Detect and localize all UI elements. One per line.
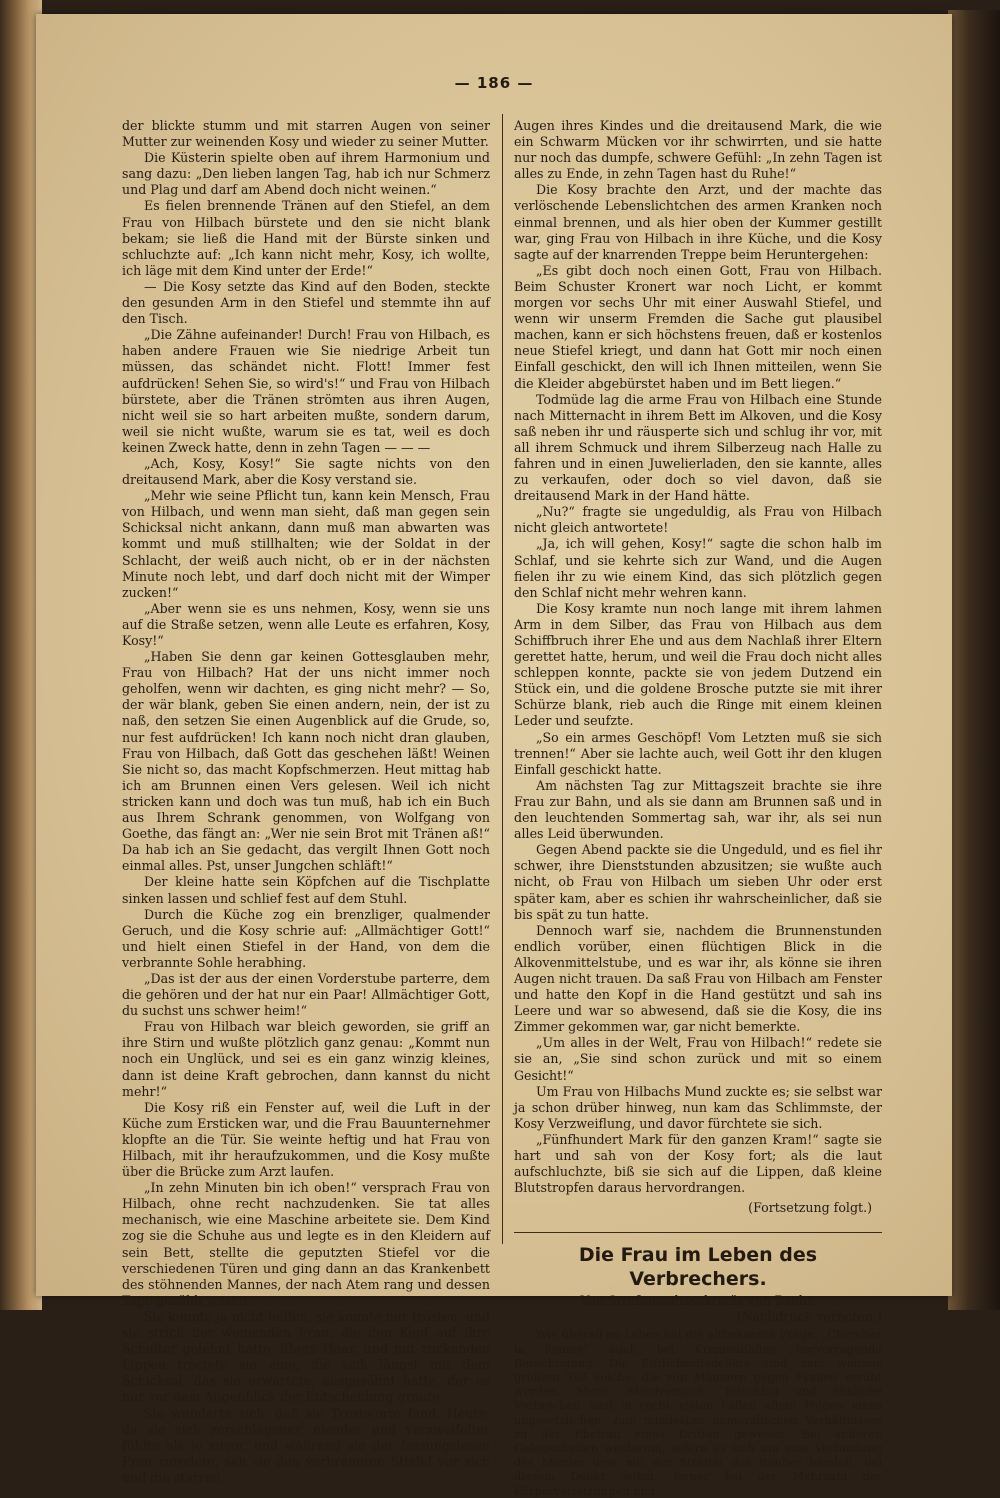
- paragraph: Die Kosy brachte den Arzt, und der machte das verlöschende Lebenslichtchen des armen Kranken noch einmal brennen, und als hier oben der Kummer gestillt war, ging Frau von Hilbach in ihre Küche, und die Kosy sagte auf der knarrenden Treppe beim Heruntergehen:: [514, 182, 882, 262]
- paragraph: „Fünfhundert Mark für den ganzen Kram!“ sagte sie hart und sah von der Kosy fort; als die laut aufschluchzte, biß sie sich auf die Lippen, daß kleine Blutstropfen daraus hervordrangen.: [514, 1131, 882, 1196]
- paragraph: „Haben Sie denn gar keinen Gottesglauben mehr, Frau von Hilbach? Hat der uns nicht immer noch geholfen, wenn wir dachten, es ging nicht mehr? — So, der wär blank, geben Sie einen andern, nein, der ist zu naß, den setzen Sie einen Augenblick auf die Grude, so, nur fest aufdrücken! Ich kann noch nicht dran glauben, Frau von Hilbach, daß Gott das geschehen läßt! Weinen Sie nicht so, das macht Kopfschmerzen. Heut mittag hab ich am Brunnen einen Vers gelesen. Weil ich nicht stricken kann und doch was tun muß, hab ich ein Buch aus Ihrem Schrank genommen, von Wolfgang von Goethe, das fängt an: „Wer nie sein Brot mit Tränen aß!“ Da hab ich an Sie gedacht, das vergilt Ihnen Gott noch einmal alles. Pst, unser Jungchen schläft!“: [122, 649, 490, 874]
- column-divider: [502, 114, 503, 1244]
- paragraph: „Es gibt doch noch einen Gott, Frau von Hilbach. Beim Schuster Kronert war noch Licht, er kommt morgen vor sechs Uhr mit einer Auswahl Stiefel, und wenn wir unserm Fremden die Sache gut plausibel machen, kann er sich höchstens freuen, daß er kostenlos neue Stiefel kriegt, und dann hat Gott mir noch einen Einfall geschickt, den will ich Ihnen mitteilen, wenn Sie die Kleider abgebürstet haben und im Bett liegen.“: [514, 262, 882, 391]
- paragraph: Sie konnte ja nicht helfen, sie konnte nur trösten, und sie strich der weinenden Frau, die den Kopf auf ihre Schulter gelehnt hatte, übers Haar, und mit zuckenden Lippen tröstete sie eine, die sich längst mit dem Schicksal, das sie erwartete, ausgesöhnt hatte, der es nur vor dem Augenblick der Entscheidung graute.: [122, 1308, 490, 1405]
- paragraph: Frau von Hilbach war bleich geworden, sie griff an ihre Stirn und wußte plötzlich ganz genau: „Kommt nun noch ein Unglück, und sei es ein ganz winzig kleines, dann ist deine Kraft gebrochen, dann kannst du nicht mehr!“: [122, 1019, 490, 1099]
- article-body: [514, 1327, 882, 1497]
- newspaper-page: [36, 14, 952, 1498]
- paragraph: Augen ihres Kindes und die dreitausend Mark, die wie ein Schwarm Mücken vor ihr schwirrten, und sie hatte nur noch das dumpfe, schwere Gefühl: „In zehn Tagen ist alles zu Ende, in zehn Tagen hast du Ruhe!“: [514, 118, 882, 182]
- paragraph: Dennoch warf sie, nachdem die Brunnenstunden endlich vorüber, einen flüchtigen Blick in die Alkovenmittelstube, und es war ihr, als könne sie ihren Augen nicht trauen. Da saß Frau von Hilbach am Fenster und hatte den Kopf in die Hand gestützt und sah ins Leere und war so abwesend, daß sie die Kosy, die ins Zimmer gekommen war, gar nicht bemerkte.: [514, 922, 882, 1035]
- right-column: [514, 118, 882, 1498]
- paragraph: „Ach, Kosy, Kosy!“ Sie sagte nichts von den dreitausend Mark, aber die Kosy verstand sie.: [122, 455, 490, 488]
- paragraph: Die Küsterin spielte oben auf ihrem Harmonium und sang dazu: „Den lieben langen Tag, hab ich nur Schmerz und Plag und darf am Abend doch nicht weinen.“: [122, 150, 490, 198]
- continuation-note: (Fortsetzung folgt.): [748, 1200, 872, 1216]
- paragraph: Um Frau von Hilbachs Mund zuckte es; sie selbst war ja schon drüber hinweg, nun kam das Schlimmste, der Kosy Verzweiflung, und davor fürchtete sie sich.: [514, 1083, 882, 1131]
- paragraph: Gegen Abend packte sie die Ungeduld, und es fiel ihr schwer, ihre Dienststunden abzusitzen; sie wußte auch nicht, ob Frau von Hilbach um sieben Uhr oder erst später kam, aber es schien ihr wahrscheinlicher, daß sie bis spät zu tun hatte.: [514, 842, 882, 922]
- paragraph: „Nu?“ fragte sie ungeduldig, als Frau von Hilbach nicht gleich antwortete!: [514, 504, 882, 536]
- paragraph: — Die Kosy setzte das Kind auf den Boden, steckte den gesunden Arm in den Stiefel und stemmte ihn auf den Tisch.: [122, 278, 490, 327]
- paragraph: Todmüde lag die arme Frau von Hilbach eine Stunde nach Mitternacht in ihrem Bett im Alkoven, und die Kosy saß neben ihr und räusperte sich und schlug ihr vor, mit all ihrem Schmuck und ihrem Silberzeug nach Halle zu fahren und in einen Juwelierladen, den sie kannte, alles zu verkaufen, oder doch so viel davon, daß sie dreitausend Mark in der Hand hätte.: [514, 391, 882, 504]
- paragraph: „Mehr wie seine Pflicht tun, kann kein Mensch, Frau von Hilbach, und wenn man sieht, daß man gegen sein Schicksal nicht ankann, dann muß man abwarten was kommt und muß stillhalten; wie der Soldat in der Schlacht, der weiß auch nicht, ob er in der nächsten Minute noch lebt, und darf doch nicht mit der Wimper zucken!“: [122, 488, 490, 600]
- section-rule: [514, 1232, 882, 1233]
- paragraph: der blickte stumm und mit starren Augen von seiner Mutter zur weinenden Kosy und wieder zu seiner Mutter.: [122, 118, 490, 150]
- article-byline: Von Strafanstaltssekretär von Baehr.: [580, 1293, 816, 1309]
- reprint-note: (Nachdruck verboten.): [736, 1309, 882, 1325]
- book-right-edge: [948, 10, 1000, 1310]
- article-title: Die Frau im Leben des Verbrechers.: [578, 1244, 818, 1291]
- paragraph: Durch die Küche zog ein brenzliger, qualmender Geruch, und die Kosy schrie auf: „Allmächtiger Gott!“ und hielt einen Stiefel in der Hand, von dem die verbrannte Sohle herabhing.: [122, 906, 490, 970]
- paragraph: Der kleine hatte sein Köpfchen auf die Tischplatte sinken lassen und schlief fest auf dem Stuhl.: [122, 874, 490, 906]
- paragraph: Die Kosy kramte nun noch lange mit ihrem lahmen Arm in dem Silber, das Frau von Hilbach aus dem Schiffbruch ihrer Ehe und aus dem Nachlaß ihrer Eltern gerettet hatte, herum, und weil die Frau doch nicht alles schleppen konnte, packte sie von jedem Dutzend ein Stück ein, und die goldene Brosche putzte sie mit ihrer Schürze blank, rieb auch die Ringe mit einem kleinen Leder und seufzte.: [514, 600, 882, 729]
- paragraph: Wie überall im Leben hat die altbekannte Frage: „Cherchez la femme“ auch bei Kriminalfällen hervorragende Berechtigung. Die Sittlichkeitsdelikte sind zum weitaus größten Teil solche, die von Männern gegen Frauen verübt werden. Mord, Mordversuch, Totschlag und ähnliche Verbrechen sind in recht vielen Fällen allein Folgen eines ungesetzlichen, zum mindesten unmoralischen Verhältnisses zu der Ehefrau eines Dritten gewesen. Bei anderen Gelegenheiten wiederum, sofern es sich um eine Verbindung des Mordes usw. mit der Straftat des Raubes handelt, bei diesem Delikt selbst, ferner bei der Mehrzahl der Körperverletzungen und: [514, 1327, 882, 1498]
- page-number: — 186 —: [454, 74, 534, 92]
- paragraph: „Die Zähne aufeinander! Durch! Frau von Hilbach, es haben andere Frauen wie Sie niedrige Arbeit tun müssen, das schändet nicht. Flott! Immer fest aufdrücken! Sehen Sie, so wird's!“ und Frau von Hilbach bürstete, aber die Tränen strömten aus ihren Augen, nicht weil sie so hart arbeiten mußte, sondern darum, weil sie nicht wußte, warum sie es tat, weil es doch keinen Zweck hatte, denn in zehn Tagen — — —: [122, 327, 490, 455]
- paragraph: „Um alles in der Welt, Frau von Hilbach!“ redete sie sie an, „Sie sind schon zurück und mit so einem Gesicht!“: [514, 1035, 882, 1083]
- paragraph: Es fielen brennende Tränen auf den Stiefel, an dem Frau von Hilbach bürstete und den sie nicht blank bekam; sie ließ die Hand mit der Bürste sinken und schluchzte auf: „Ich kann nicht mehr, Kosy, ich wollte, ich läge mit dem Kind unter der Erde!“: [122, 198, 490, 278]
- paragraph: „In zehn Minuten bin ich oben!“ versprach Frau von Hilbach, ohne recht nachzudenken. Sie tat alles mechanisch, wie eine Maschine arbeitete sie. Dem Kind zog sie die Schuhe aus und legte es in den Kleidern auf sein Bett, stellte die geputzten Stiefel vor die verschiedenen Türen und ging dann an das Krankenbett des stöhnenden Mannes, der nach Atem rang und dessen Tage gezählt waren.: [122, 1180, 490, 1308]
- paragraph: Sie wunderte sich, daß sie Trostworte fand. Heute, da sie sich zerschlagener, elender und verzweifelter fühlte als je zuvor, und während sie der fassungslosen Frau zuredete, sah sie den verbrannten Stiefel vor sich und die starren: [122, 1405, 490, 1485]
- paragraph: „Aber wenn sie es uns nehmen, Kosy, wenn sie uns auf die Straße setzen, wenn alle Leute es erfahren, Kosy, Kosy!“: [122, 600, 490, 648]
- paragraph: „Ja, ich will gehen, Kosy!“ sagte die schon halb im Schlaf, und sie kehrte sich zur Wand, und die Augen fielen ihr zu wie einem Kind, das sich plötzlich gegen den Schlaf nicht mehr wehren kann.: [514, 536, 882, 600]
- paragraph: Am nächsten Tag zur Mittagszeit brachte sie ihre Frau zur Bahn, und als sie dann am Brunnen saß und in den leuchtenden Sommertag sah, war ihr, als sei nun alles Leid überwunden.: [514, 777, 882, 842]
- paragraph: „So ein armes Geschöpf! Vom Letzten muß sie sich trennen!“ Aber sie lachte auch, weil Gott ihr den klugen Einfall geschickt hatte.: [514, 729, 882, 777]
- left-column: [122, 118, 490, 1486]
- paragraph: Die Kosy riß ein Fenster auf, weil die Luft in der Küche zum Ersticken war, und die Frau Bauunternehmer klopfte an die Tür. Sie weinte heftig und hat Frau von Hilbach, mit ihr heraufzukommen, und die Kosy mußte über die Brücke zum Arzt laufen.: [122, 1099, 490, 1180]
- paragraph: „Das ist der aus der einen Vorderstube parterre, dem die gehören und der hat nur ein Paar! Allmächtiger Gott, du suchst uns schwer heim!“: [122, 970, 490, 1019]
